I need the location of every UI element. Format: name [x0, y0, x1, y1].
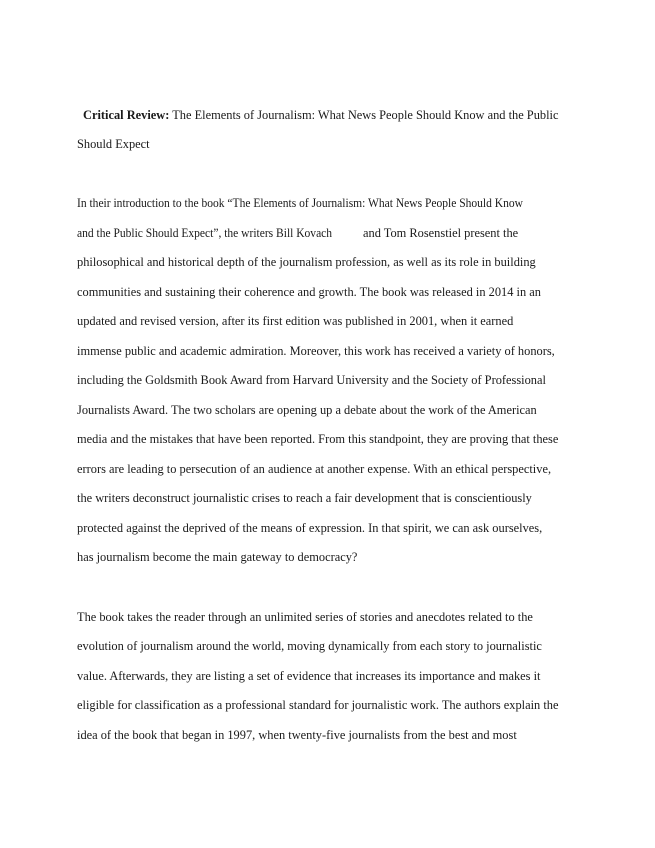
- paragraph-1-text: In their introduction to the book “The Elements of Journalism: What News People Should Know: [77, 196, 523, 210]
- paragraph-1-text: protected against the deprived of the means of expression. In that spirit, we can ask ourselves,: [77, 521, 543, 535]
- paragraph-1-line-2: [77, 225, 351, 241]
- paragraph-1-line-3: [77, 254, 536, 270]
- paragraph-1-text: immense public and academic admiration. Moreover, this work has received a variety of honors,: [77, 344, 555, 358]
- paragraph-1-line-12: [77, 520, 542, 536]
- review-title-text-cont: Should Expect: [77, 137, 150, 151]
- paragraph-2-line-3: [77, 668, 540, 684]
- paragraph-1-text: and the Public Should Expect”, the writers Bill Kovach: [77, 226, 333, 240]
- paragraph-1-text: errors are leading to persecution of an audience at another expense. With an ethical perspective,: [77, 462, 552, 476]
- paragraph-2-text: eligible for classification as a professional standard for journalistic work. The authors explain the: [77, 698, 559, 712]
- paragraph-2-text: value. Afterwards, they are listing a set of evidence that increases its importance and makes it: [77, 669, 541, 683]
- paragraph-2-line-5: [77, 727, 517, 743]
- paragraph-1-text: including the Goldsmith Book Award from Harvard University and the Society of Professional: [77, 373, 546, 387]
- paragraph-1-line-8: [77, 402, 537, 418]
- paragraph-1-line-1: [77, 195, 556, 211]
- review-title-label: Critical Review:: [83, 108, 170, 122]
- paragraph-2-line-1: [77, 609, 533, 625]
- paragraph-2-line-4: [77, 697, 559, 713]
- paragraph-1-line-6: [77, 343, 555, 359]
- paragraph-1-text: updated and revised version, after its first edition was published in 2001, when it earned: [77, 314, 514, 328]
- paragraph-1-text: the writers deconstruct journalistic crises to reach a fair development that is conscientiously: [77, 491, 532, 505]
- paragraph-1-line-11: [77, 490, 532, 506]
- paragraph-1-text: has journalism become the main gateway to democracy?: [77, 550, 358, 564]
- paragraph-1-line-7: [77, 372, 546, 388]
- paragraph-2-text: evolution of journalism around the world, moving dynamically from each story to journalistic: [77, 639, 542, 653]
- paragraph-1-text: philosophical and historical depth of the journalism profession, as well as its role in building: [77, 255, 536, 269]
- paragraph-1-line-9: [77, 431, 558, 447]
- paragraph-2-text: idea of the book that began in 1997, when twenty-five journalists from the best and most: [77, 728, 517, 742]
- review-title-line-1: [83, 107, 558, 123]
- paragraph-1-text: media and the mistakes that have been reported. From this standpoint, they are proving that these: [77, 432, 559, 446]
- review-title-line-2: [77, 136, 150, 152]
- paragraph-2-line-2: [77, 638, 542, 654]
- paragraph-1-line-5: [77, 313, 513, 329]
- paragraph-1-text: Journalists Award. The two scholars are opening up a debate about the work of the American: [77, 403, 537, 417]
- paragraph-1-text: and Tom Rosenstiel present the: [363, 226, 519, 240]
- review-title-text: The Elements of Journalism: What News People Should Know and the Public: [169, 108, 559, 122]
- paragraph-1-line-13: [77, 549, 357, 565]
- paragraph-1-line-2b: [363, 225, 518, 241]
- paragraph-1-line-10: [77, 461, 551, 477]
- paragraph-1-text: communities and sustaining their coherence and growth. The book was released in 2014 in an: [77, 285, 541, 299]
- paragraph-2-text: The book takes the reader through an unlimited series of stories and anecdotes related to the: [77, 610, 533, 624]
- paragraph-1-line-4: [77, 284, 541, 300]
